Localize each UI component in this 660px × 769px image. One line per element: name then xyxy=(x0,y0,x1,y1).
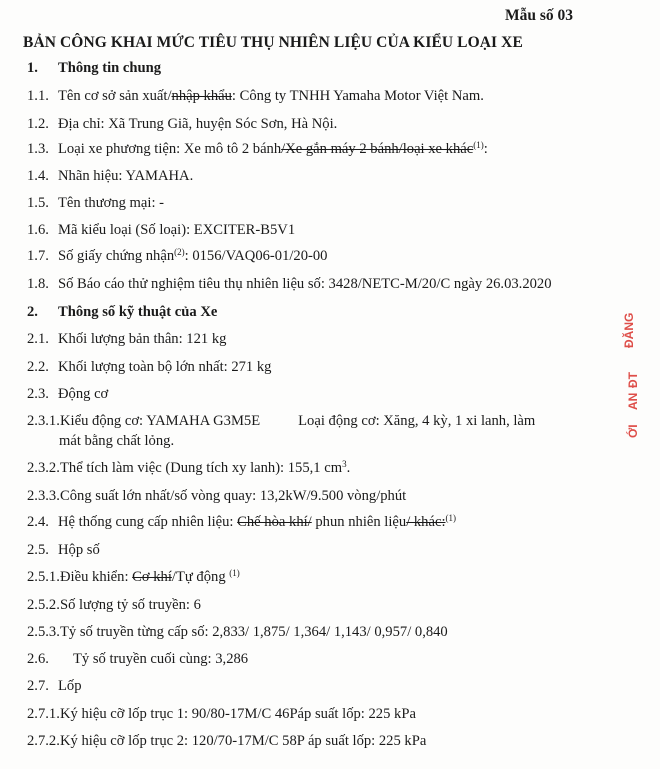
item-gearbox xyxy=(27,542,100,559)
item-number: 2.6. xyxy=(27,651,49,667)
item-label: Tên cơ sở sản xuất/ xyxy=(58,88,172,104)
struck-text: nhập khẩu xyxy=(171,88,232,104)
item-suffix: . xyxy=(346,460,351,476)
item-number: 1.2. xyxy=(27,116,49,132)
item-text: Nhãn hiệu: YAMAHA. xyxy=(58,168,194,184)
item-number: 2.1. xyxy=(27,331,49,347)
stamp-text: AN xyxy=(626,392,640,410)
stamp-text: ĐĂNG xyxy=(622,312,636,348)
item-number: 1.6. xyxy=(27,222,49,238)
item-gear-ratios xyxy=(27,624,448,641)
item-text: Tên thương mại: - xyxy=(58,195,165,211)
item-tire-axle-1 xyxy=(27,706,416,723)
item-gear-count xyxy=(27,597,201,614)
footnote-mark: (1) xyxy=(473,140,484,150)
item-text: Ký hiệu cỡ lốp trục 1: 90/80-17M/C 46Páp suất lốp: 225 kPa xyxy=(60,706,416,722)
item-gross-weight xyxy=(27,359,271,376)
superscript: 3 xyxy=(342,459,347,469)
item-text: Số Báo cáo thử nghiệm tiêu thụ nhiên liệu số: 3428/NETC-M/20/C ngày 26.03.2020 xyxy=(58,276,552,292)
footnote-mark: (1) xyxy=(445,513,456,523)
item-number: 2.7.1. xyxy=(27,706,60,722)
item-number: 2.3.1. xyxy=(27,413,60,429)
item-text: Thể tích làm việc (Dung tích xy lanh): 155,1 cm xyxy=(60,460,343,476)
item-number: 2.3.3. xyxy=(27,488,60,504)
section-1-heading xyxy=(27,60,161,77)
item-value: : Công ty TNHH Yamaha Motor Việt Nam. xyxy=(231,88,484,104)
item-label: Điều khiển: xyxy=(60,569,133,585)
item-vehicle-type xyxy=(27,141,488,158)
section-number: 2. xyxy=(27,304,38,320)
item-number: 1.3. xyxy=(27,141,49,157)
stamp-text: ĐT xyxy=(626,372,640,388)
item-number: 2.3.2. xyxy=(27,460,60,476)
item-text: Kiểu động cơ: YAMAHA G3M5E xyxy=(60,413,261,429)
struck-text: /Xe gắn máy 2 bánh/loại xe khác xyxy=(281,141,474,157)
item-text: Số lượng tỷ số truyền: 6 xyxy=(60,597,201,613)
item-value: : xyxy=(483,141,488,157)
item-manufacturer xyxy=(27,88,484,105)
item-value: /Tự động xyxy=(171,569,230,585)
section-2-heading xyxy=(27,304,217,321)
item-tires xyxy=(27,678,82,695)
footnote-mark: (2) xyxy=(174,247,185,257)
item-tire-axle-2 xyxy=(27,733,426,750)
item-curb-weight xyxy=(27,331,226,348)
item-text: Công suất lớn nhất/số vòng quay: 13,2kW/9.500 vòng/phút xyxy=(60,488,407,504)
item-text: Lốp xyxy=(58,678,82,694)
item-number: 2.3. xyxy=(27,386,49,402)
item-test-report xyxy=(27,276,552,293)
item-number: 2.5.1. xyxy=(27,569,60,585)
item-label: Hệ thống cung cấp nhiên liệu: xyxy=(58,514,238,530)
item-model-code xyxy=(27,222,295,239)
item-text: Khối lượng bản thân: 121 kg xyxy=(58,331,227,347)
struck-text: / khác: xyxy=(406,514,446,530)
item-text: Động cơ xyxy=(58,386,109,402)
form-number: Mẫu số 03 xyxy=(504,7,573,24)
item-engine-model xyxy=(27,413,535,430)
item-number: 1.5. xyxy=(27,195,49,211)
item-text: Tỷ số truyền cuối cùng: 3,286 xyxy=(73,651,249,667)
item-label: Loại xe phương tiện: Xe mô tô 2 bánh xyxy=(58,141,282,157)
item-text: Hộp số xyxy=(58,542,100,558)
item-brand xyxy=(27,168,193,185)
item-text: Địa chỉ: Xã Trung Giã, huyện Sóc Sơn, Hà Nội. xyxy=(58,116,338,132)
item-number: 1.7. xyxy=(27,248,49,264)
item-number: 2.7. xyxy=(27,678,49,694)
engine-type-continuation: mát bằng chất lỏng. xyxy=(59,433,175,449)
item-displacement xyxy=(27,460,350,477)
item-label: Số giấy chứng nhận xyxy=(58,248,175,264)
item-value: : 0156/VAQ06-01/20-00 xyxy=(184,248,328,264)
struck-text: Cơ khí xyxy=(132,569,172,585)
item-number: 2.7.2. xyxy=(27,733,60,749)
item-value: phun nhiên liệu xyxy=(311,514,407,530)
item-certificate xyxy=(27,248,327,265)
item-control xyxy=(27,569,240,586)
item-number: 1.4. xyxy=(27,168,49,184)
section-title: Thông số kỹ thuật của Xe xyxy=(58,304,218,320)
item-text: Tỷ số truyền từng cấp số: 2,833/ 1,875/ 1,364/ 1,143/ 0,957/ 0,840 xyxy=(60,624,448,640)
item-text: Mã kiểu loại (Số loại): EXCITER-B5V1 xyxy=(58,222,296,238)
footnote-mark: (1) xyxy=(229,568,240,578)
item-trade-name xyxy=(27,195,164,212)
item-address xyxy=(27,116,337,133)
section-title: Thông tin chung xyxy=(58,60,162,76)
item-number: 2.4. xyxy=(27,514,49,530)
stamp-text: ỚI xyxy=(626,424,640,438)
item-number: 2.5.3. xyxy=(27,624,60,640)
section-number: 1. xyxy=(27,60,38,76)
red-stamp-fragment xyxy=(622,312,645,444)
item-number: 2.2. xyxy=(27,359,49,375)
item-number: 1.1. xyxy=(27,88,49,104)
item-number: 1.8. xyxy=(27,276,49,292)
struck-text: Chế hòa khí/ xyxy=(237,514,312,530)
item-text: Ký hiệu cỡ lốp trục 2: 120/70-17M/C 58P áp suất lốp: 225 kPa xyxy=(60,733,427,749)
item-final-ratio xyxy=(27,651,248,668)
item-text: Khối lượng toàn bộ lớn nhất: 271 kg xyxy=(58,359,272,375)
engine-type-text: Loại động cơ: Xăng, 4 kỳ, 1 xi lanh, làm xyxy=(298,413,536,429)
item-number: 2.5.2. xyxy=(27,597,60,613)
item-number: 2.5. xyxy=(27,542,49,558)
document-title: BẢN CÔNG KHAI MỨC TIÊU THỤ NHIÊN LIỆU CỦA KIỂU LOẠI XE xyxy=(23,34,523,51)
item-power xyxy=(27,488,406,505)
item-engine xyxy=(27,386,108,403)
item-fuel-system xyxy=(27,514,456,531)
